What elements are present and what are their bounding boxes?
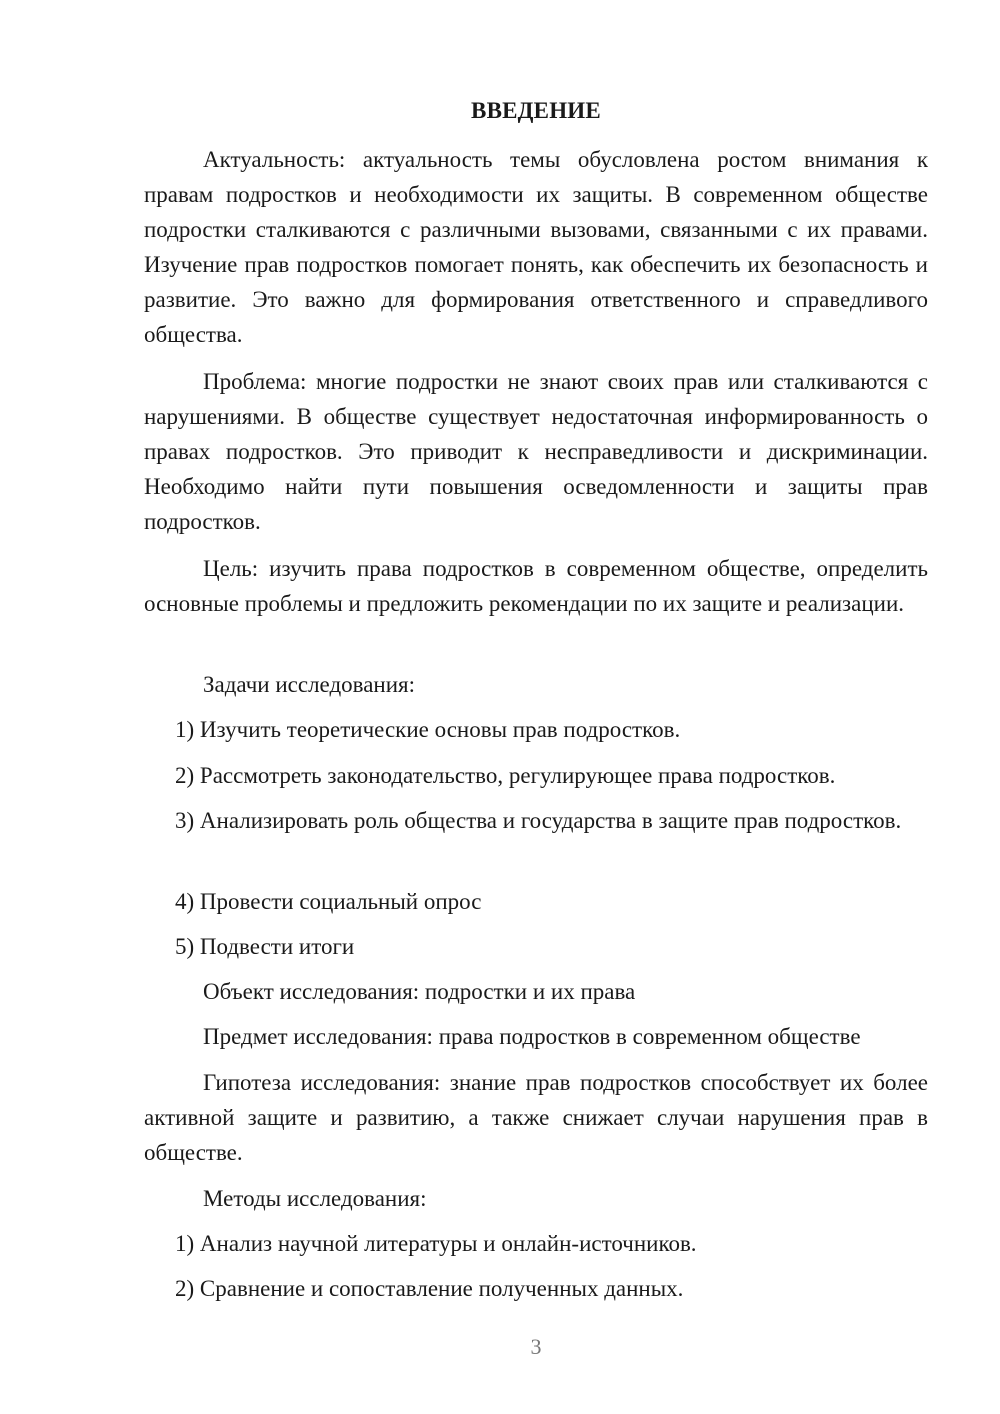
task-item-5: 5) Подвести итоги: [175, 934, 355, 959]
task-item-3: 3) Анализировать роль общества и государства в защите прав подростков.: [175, 808, 902, 833]
tasks-heading-block: [144, 667, 928, 702]
method-1-block: [144, 1226, 928, 1261]
methods-heading-block: [144, 1181, 928, 1216]
relevance-block: [144, 142, 928, 352]
task-4-block: [144, 884, 928, 919]
task-item-1: 1) Изучить теоретические основы прав подростков.: [175, 717, 681, 742]
method-2-block: [144, 1271, 928, 1306]
tasks-heading: Задачи исследования:: [203, 672, 416, 697]
task-2-block: [144, 758, 928, 793]
research-object: Объект исследования: подростки и их права: [203, 979, 636, 1004]
section-title: ВВЕДЕНИЕ: [471, 98, 601, 123]
relevance-paragraph: Актуальность: актуальность темы обусловлена ростом внимания к правам подростков и необходимости их защиты. В современном обществе подростки сталкиваются с различными вызовами, связанными с их правами. Изучение прав подростков помогает понять, как обеспечить их безопасность и развитие. Это важно для формирования ответственного и справедливого общества.: [144, 147, 928, 347]
goal-paragraph: Цель: изучить права подростков в современном обществе, определить основные проблемы и предложить рекомендации по их защите и реализации.: [144, 556, 928, 616]
page-number: 3: [530, 1334, 542, 1359]
method-item-2: 2) Сравнение и сопоставление полученных данных.: [175, 1276, 684, 1301]
task-item-2: 2) Рассмотреть законодательство, регулирующее права подростков.: [175, 763, 836, 788]
task-item-4: 4) Провести социальный опрос: [175, 889, 482, 914]
research-subject: Предмет исследования: права подростков в современном обществе: [203, 1024, 861, 1049]
research-hypothesis: Гипотеза исследования: знание прав подростков способствует их более активной защите и развитию, а также снижает случаи нарушения прав в обществе.: [144, 1070, 928, 1165]
task-5-block: [144, 929, 928, 964]
method-item-1: 1) Анализ научной литературы и онлайн-источников.: [175, 1231, 697, 1256]
subject-block: [144, 1019, 928, 1054]
task-3-block: [144, 803, 928, 838]
object-block: [144, 974, 928, 1009]
problem-paragraph: Проблема: многие подростки не знают своих прав или сталкиваются с нарушениями. В обществе существует недостаточная информированность о правах подростков. Это приводит к несправедливости и дискриминации. Необходимо найти пути повышения осведомленности и защиты прав подростков.: [144, 369, 928, 534]
task-1-block: [144, 712, 928, 747]
goal-block: [144, 551, 928, 621]
problem-block: [144, 364, 928, 539]
methods-heading: Методы исследования:: [203, 1186, 427, 1211]
hypothesis-block: [144, 1065, 928, 1170]
